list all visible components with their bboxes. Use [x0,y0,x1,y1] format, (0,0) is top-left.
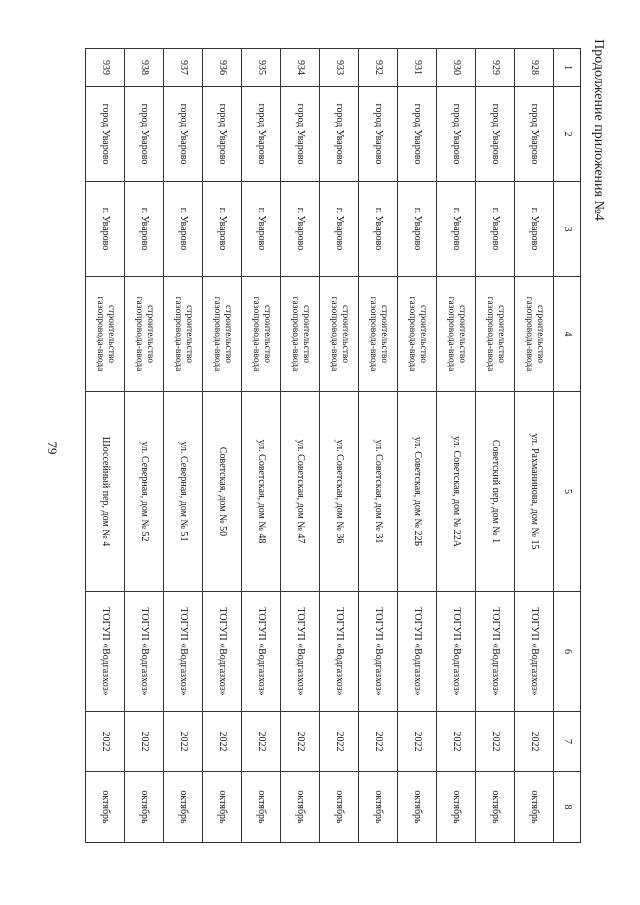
cell-work-type: строительство газопровода-ввода [281,277,320,392]
table-row [242,49,281,843]
rotated-table [85,48,581,842]
cell-contractor: ТОГУП «Водгазхоз» [320,592,359,712]
cell-year: 2022 [398,712,437,772]
table-row [359,49,398,843]
cell-municipality: город Уварово [125,87,164,182]
table-row [125,49,164,843]
table-row [164,49,203,843]
table-row [437,49,476,843]
cell-address: ул. Советская, дом № 22А [437,392,476,592]
cell-municipality: город Уварово [320,87,359,182]
cell-settlement: г. Уварово [281,182,320,277]
cell-contractor: ТОГУП «Водгазхоз» [437,592,476,712]
cell-row-number: 930 [437,49,476,87]
cell-row-number: 931 [398,49,437,87]
table-container [85,48,581,842]
cell-work-type: строительство газопровода-ввода [320,277,359,392]
table-row [320,49,359,843]
header-col-6: 6 [554,592,581,712]
cell-row-number: 939 [86,49,125,87]
cell-contractor: ТОГУП «Водгазхоз» [398,592,437,712]
cell-year: 2022 [320,712,359,772]
header-col-2: 2 [554,87,581,182]
cell-year: 2022 [515,712,554,772]
cell-year: 2022 [203,712,242,772]
cell-work-type: строительство газопровода-ввода [242,277,281,392]
cell-row-number: 928 [515,49,554,87]
cell-settlement: г. Уварово [515,182,554,277]
cell-work-type: строительство газопровода-ввода [515,277,554,392]
cell-work-type: строительство газопровода-ввода [476,277,515,392]
cell-municipality: город Уварово [437,87,476,182]
cell-year: 2022 [359,712,398,772]
header-col-7: 7 [554,712,581,772]
cell-settlement: г. Уварово [398,182,437,277]
header-col-1: 1 [554,49,581,87]
cell-municipality: город Уварово [398,87,437,182]
cell-address: ул. Советская, дом № 31 [359,392,398,592]
cell-work-type: строительство газопровода-ввода [125,277,164,392]
cell-month: октябрь [164,772,203,843]
cell-contractor: ТОГУП «Водгазхоз» [515,592,554,712]
cell-row-number: 934 [281,49,320,87]
cell-municipality: город Уварово [515,87,554,182]
cell-month: октябрь [515,772,554,843]
cell-year: 2022 [125,712,164,772]
cell-address: ул. Советская, дом № 47 [281,392,320,592]
cell-row-number: 937 [164,49,203,87]
cell-year: 2022 [281,712,320,772]
cell-address: ул. Северная, дом № 52 [125,392,164,592]
cell-address: ул. Северная, дом № 51 [164,392,203,592]
cell-address: ул. Советская, дом № 36 [320,392,359,592]
cell-settlement: г. Уварово [476,182,515,277]
cell-settlement: г. Уварово [437,182,476,277]
table-body [86,49,554,843]
cell-contractor: ТОГУП «Водгазхоз» [203,592,242,712]
cell-contractor: ТОГУП «Водгазхоз» [125,592,164,712]
cell-month: октябрь [125,772,164,843]
cell-row-number: 932 [359,49,398,87]
cell-settlement: г. Уварово [125,182,164,277]
cell-municipality: город Уварово [203,87,242,182]
cell-work-type: строительство газопровода-ввода [164,277,203,392]
cell-address: ул. Советская, дом № 48 [242,392,281,592]
cell-municipality: город Уварово [359,87,398,182]
cell-month: октябрь [359,772,398,843]
cell-municipality: город Уварово [281,87,320,182]
cell-row-number: 938 [125,49,164,87]
table-row [476,49,515,843]
cell-month: октябрь [437,772,476,843]
cell-month: октябрь [203,772,242,843]
table-header-row [554,49,581,843]
table-row [515,49,554,843]
cell-contractor: ТОГУП «Водгазхоз» [359,592,398,712]
cell-address: ул. Советская, дом № 22Б [398,392,437,592]
cell-address: Советская, дом № 50 [203,392,242,592]
cell-month: октябрь [86,772,125,843]
cell-contractor: ТОГУП «Водгазхоз» [281,592,320,712]
cell-contractor: ТОГУП «Водгазхоз» [86,592,125,712]
cell-row-number: 929 [476,49,515,87]
cell-municipality: город Уварово [242,87,281,182]
table-row [203,49,242,843]
cell-work-type: строительство газопровода-ввода [86,277,125,392]
header-col-8: 8 [554,772,581,843]
cell-contractor: ТОГУП «Водгазхоз» [242,592,281,712]
cell-work-type: строительство газопровода-ввода [203,277,242,392]
header-col-4: 4 [554,277,581,392]
cell-year: 2022 [86,712,125,772]
table-row [86,49,125,843]
cell-row-number: 935 [242,49,281,87]
cell-work-type: строительство газопровода-ввода [359,277,398,392]
cell-address: Шоссейный пер, дом № 4 [86,392,125,592]
cell-settlement: г. Уварово [86,182,125,277]
cell-work-type: строительство газопровода-ввода [437,277,476,392]
page-number: 79 [45,441,60,455]
cell-month: октябрь [320,772,359,843]
cell-municipality: город Уварово [86,87,125,182]
cell-row-number: 936 [203,49,242,87]
cell-settlement: г. Уварово [320,182,359,277]
cell-municipality: город Уварово [476,87,515,182]
data-table [85,48,581,843]
cell-settlement: г. Уварово [242,182,281,277]
cell-settlement: г. Уварово [164,182,203,277]
cell-month: октябрь [242,772,281,843]
cell-year: 2022 [476,712,515,772]
cell-month: октябрь [476,772,515,843]
cell-year: 2022 [242,712,281,772]
cell-settlement: г. Уварово [203,182,242,277]
cell-month: октябрь [398,772,437,843]
cell-address: Советский пер, дом № 1 [476,392,515,592]
continuation-title: Продолжение приложения №4 [591,39,606,221]
header-col-5: 5 [554,392,581,592]
cell-month: октябрь [281,772,320,843]
header-col-3: 3 [554,182,581,277]
table-row [281,49,320,843]
cell-year: 2022 [437,712,476,772]
cell-settlement: г. Уварово [359,182,398,277]
cell-contractor: ТОГУП «Водгазхоз» [164,592,203,712]
cell-municipality: город Уварово [164,87,203,182]
cell-contractor: ТОГУП «Водгазхоз» [476,592,515,712]
cell-row-number: 933 [320,49,359,87]
table-row [398,49,437,843]
cell-address: ул. Рахманинова, дом № 15 [515,392,554,592]
cell-work-type: строительство газопровода-ввода [398,277,437,392]
cell-year: 2022 [164,712,203,772]
